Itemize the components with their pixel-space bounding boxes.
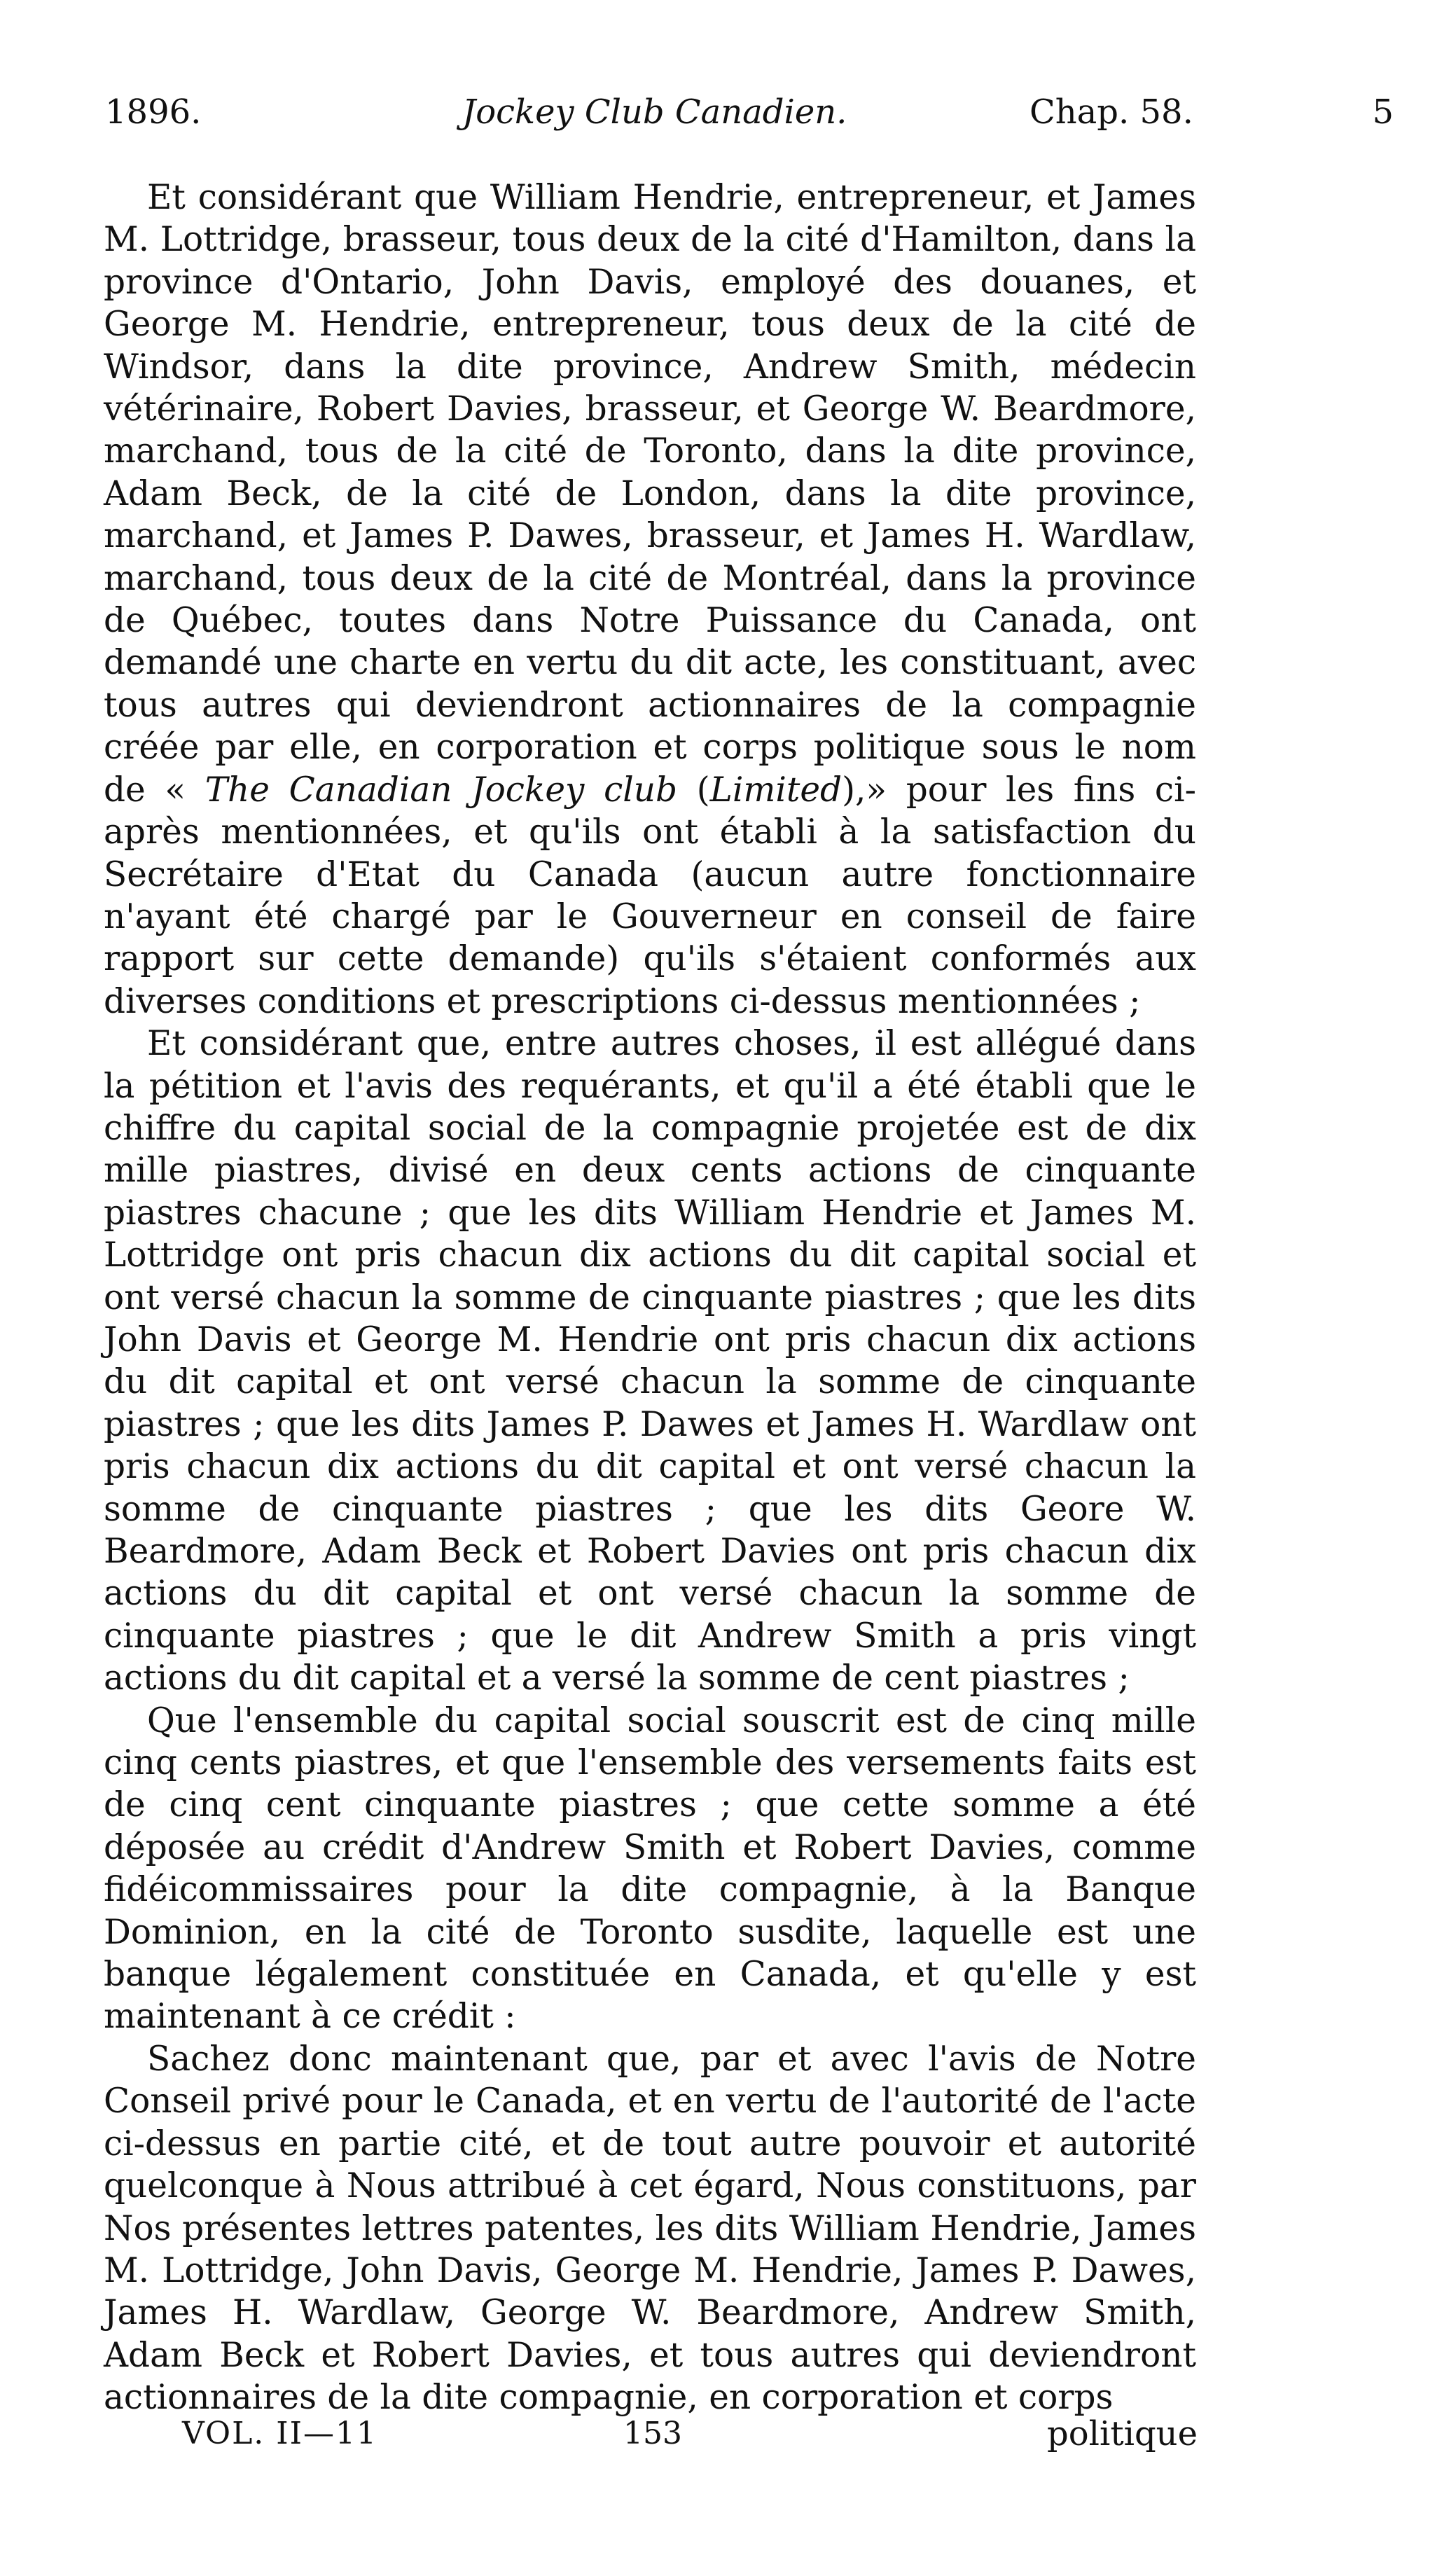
paragraph-3: Que l'ensemble du capital social souscrit est de cinq mille cinq cents piastres, et que l'ensemble des versements faits est de cinq cent cinquante piastres ; que cette somme a été déposée au crédit d'Andrew Smith et Robert Davies, comme fidéicommissaires pour la dite compagnie, à la Banque Dominion, en la cité de Toronto susdite, laquelle est une banque légalement constituée en Canada, et qu'elle y est maintenant à ce crédit : [104, 1701, 1196, 2037]
page-footer [105, 2409, 1198, 2458]
page-number: 5 [1372, 92, 1394, 132]
header-year: 1896. [105, 92, 202, 132]
company-name: The Canadian Jockey club [204, 770, 678, 810]
running-head [105, 84, 1394, 140]
paragraph-1-continuation: pour les fins ci-après mentionnées, et qu'ils ont établi à la satisfaction du Secrétaire d'Etat du Canada (aucun autre fonctionnaire n'ayant été chargé par le Gouverneur en conseil de faire rapport sur cette demande) qu'ils s'étaient conformés aux diverses conditions et prescriptions ci-dessus mentionnées ; [104, 770, 1196, 1021]
company-limited: Limited [709, 770, 843, 810]
volume-signature: VOL. II—11 [182, 2416, 378, 2451]
catchword: politique [1046, 2414, 1198, 2453]
signature-number: 153 [623, 2416, 682, 2451]
body-text [104, 176, 1196, 2419]
paragraph-4: Sachez donc maintenant que, par et avec l'avis de Notre Conseil privé pour le Canada, et en vertu de l'autorité de l'acte ci-dessus en partie cité, et de tout autre pouvoir et autorité quelconque à Nous attribué à cet égard, Nous constituons, par Nos présentes lettres patentes, les dits William Hendrie, James M. Lottridge, John Davis, George M. Hendrie, James P. Dawes, James H. Wardlaw, George W. Beardmore, Andrew Smith, Adam Beck et Robert Davies, et tous autres qui deviendront actionnaires de la dite compagnie, en corporation et corps [104, 2039, 1196, 2418]
header-title: Jockey Club Canadien. [462, 92, 847, 132]
paragraph-1-text: Et considérant que William Hendrie, entrepreneur, et James M. Lottridge, brasseur, tous deux de la cité d'Hamilton, dans la province d'Ontario, John Davis, employé des douanes, et George M. Hendrie, entrepreneur, tous deux de la cité de Windsor, dans la dite province, Andrew Smith, médecin vétérinaire, Robert Davies, brasseur, et George W. Beardmore, marchand, tous de la cité de Toronto, dans la dite province, Adam Beck, de la cité de London, dans la dite province, marchand, et James P. Dawes, brasseur, et James H. Wardlaw, marchand, tous deux de la cité de Montréal, dans la province de Québec, toutes dans Notre Puissance du Canada, ont demandé une charte en vertu du dit acte, les constituant, avec tous autres qui deviendront actionnaires de la compagnie créée par elle, en corporation et corps politique sous le nom de « [104, 178, 1196, 810]
paragraph-1: Et considérant que William Hendrie, entrepreneur, et James M. Lottridge, brasseur, tous deux de la cité d'Hamilton, dans la province d'Ontario, John Davis, employé des douanes, et George M. Hendrie, entrepreneur, tous deux de la cité de Windsor, dans la dite province, Andrew Smith, médecin vétérinaire, Robert Davies, brasseur, et George W. Beardmore, marchand, tous de la cité de Toronto, dans la dite province, Adam Beck, de la cité de London, dans la dite province, marchand, et James P. Dawes, brasseur, et James H. Wardlaw, marchand, tous deux de la cité de Montréal, dans la province de Québec, toutes dans Notre Puissance du Canada, ont demandé une charte en vertu du dit acte, les constituant, avec tous autres qui deviendront actionnaires de la compagnie créée par elle, en corporation et corps politique sous le nom de « The Canadian Jockey club (Limited),» pour les fins ci-après mentionnées, et qu'ils ont établi à la satisfaction du Secrétaire d'Etat du Canada (aucun autre fonctionnaire n'ayant été chargé par le Gouverneur en conseil de faire rapport sur cette demande) qu'ils s'étaient conformés aux diverses conditions et prescriptions ci-dessus mentionnées ; [104, 178, 1196, 1021]
paragraph-2: Et considérant que, entre autres choses, il est allégué dans la pétition et l'avis des requérants, et qu'il a été établi que le chiffre du capital social de la compagnie projetée est de dix mille piastres, divisé en deux cents actions de cinquante piastres chacune ; que les dits William Hendrie et James M. Lottridge ont pris chacun dix actions du dit capital social et ont versé chacun la somme de cinquante piastres ; que les dits John Davis et George M. Hendrie ont pris chacun dix actions du dit capital et ont versé chacun la somme de cinquante piastres ; que les dits James P. Dawes et James H. Wardlaw ont pris chacun dix actions du dit capital et ont versé chacun la somme de cinquante piastres ; que les dits Geore W. Beardmore, Adam Beck et Robert Davies ont pris chacun dix actions du dit capital et ont versé chacun la somme de cinquante piastres ; que le dit Andrew Smith a pris vingt actions du dit capital et a versé la somme de cent piastres ; [104, 1024, 1196, 1698]
header-chapter: Chap. 58. [1029, 92, 1193, 132]
